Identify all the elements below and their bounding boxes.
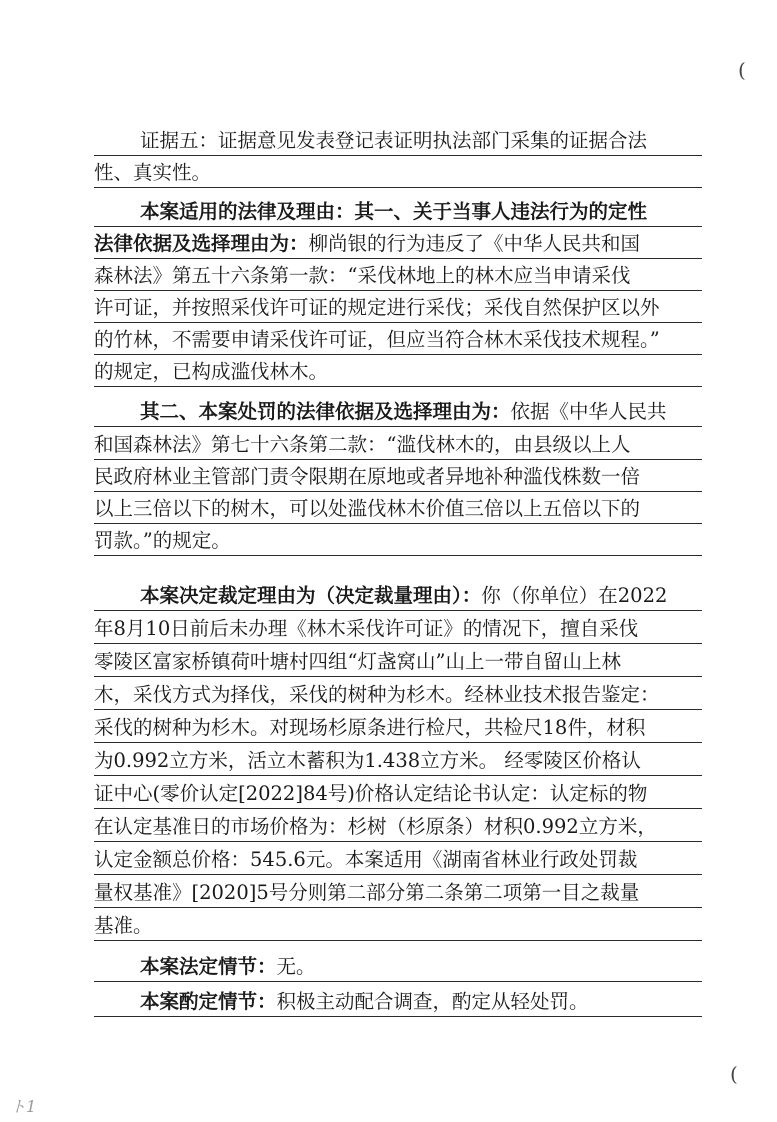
decision-reason-text: 你（你单位）在2022 [481,584,668,607]
decision-reason-line-9 [94,845,702,875]
law-basis-1-heading: 本案适用的法律及理由：其一、关于当事人违法行为的定性 [140,200,648,223]
legal-circumstances-value: 无。 [276,955,316,978]
decision-reason-line-6 [94,746,702,776]
evidence-5-text: 证据五：证据意见发表登记表证明执法部门采集的证据合法 [140,129,648,152]
evidence-5-line-2 [94,158,702,188]
law-basis-1-text: 森林法》第五十六条第一款：“采伐林地上的林木应当申请采伐 [94,264,631,287]
law-basis-1-line-6 [94,357,702,387]
decision-reason-text: 木，采伐方式为择伐，采伐的树种为杉木。经林业技术报告鉴定： [94,683,660,706]
law-basis-1-text: 的竹林，不需要申请采伐许可证，但应当符合林木采伐技术规程。” [94,328,660,351]
law-basis-2-line-1 [94,397,702,427]
discretionary-circumstances-value: 积极主动配合调查，酌定从轻处罚。 [276,990,589,1013]
decision-reason-line-4 [94,680,702,710]
decision-reason-text: 量权基准》[2020]5号分则第二部分第二条第二项第一目之裁量 [94,881,640,904]
decision-reason-heading: 本案决定裁定理由为（决定裁量理由）： [140,584,482,607]
law-basis-2-line-3 [94,462,702,492]
law-basis-1-line-3 [94,261,702,291]
decision-reason-text: 证中心(零价认定[2022]84号)价格认定结论书认定：认定标的物 [94,782,648,805]
law-basis-2-text: 依据《中华人民共 [510,400,667,423]
decision-reason-text: 采伐的树种为杉木。对现场杉原条进行检尺，共检尺18件，材积 [94,716,646,739]
law-basis-1-line-2 [94,229,702,259]
decision-reason-line-11 [94,911,702,941]
law-basis-1-text: 许可证，并按照采伐许可证的规定进行采伐；采伐自然保护区以外 [94,296,660,319]
law-basis-1-line-5 [94,325,702,355]
law-basis-1-text: 柳尚银的行为违反了《中华人民共和国 [308,232,641,255]
law-basis-2-text: 和国森林法》第七十六条第二款：“滥伐林木的，由县级以上人 [94,433,631,456]
law-basis-2-line-5 [94,526,702,556]
law-basis-2-text: 罚款。”的规定。 [94,529,231,552]
decision-reason-line-3 [94,647,702,677]
decision-reason-line-1 [94,581,702,611]
decision-reason-text: 在认定基准日的市场价格为：杉树（杉原条）材积0.992立方米， [94,815,657,838]
legal-circumstances-line [94,952,702,982]
decision-reason-text: 基准。 [94,914,153,937]
decision-reason-text: 认定金额总价格：545.6元。本案适用《湖南省林业行政处罚裁 [94,848,638,871]
law-basis-1-line-1 [94,197,702,227]
legal-circumstances-label: 本案法定情节： [140,955,277,978]
evidence-5-text-cont: 性、真实性。 [94,161,212,184]
discretionary-circumstances-label: 本案酌定情节： [140,990,277,1013]
evidence-5-line-1 [94,126,702,156]
law-basis-2-text: 以上三倍以下的树木，可以处滥伐林木价值三倍以上五倍以下的 [94,497,641,520]
law-basis-2-line-4 [94,494,702,524]
law-basis-2-line-2 [94,430,702,460]
law-basis-1-text: 的规定，已构成滥伐林木。 [94,360,329,383]
margin-mark-top: ( [738,58,746,82]
law-basis-2-heading: 其二、本案处罚的法律依据及选择理由为： [140,400,511,423]
law-basis-1-heading-cont: 法律依据及选择理由为： [94,232,309,255]
decision-reason-line-8 [94,812,702,842]
discretionary-circumstances-line [94,987,702,1017]
decision-reason-text: 年8月10日前后未办理《林木采伐许可证》的情况下，擅自采伐 [94,617,639,640]
law-basis-2-text: 民政府林业主管部门责令限期在原地或者异地补种滥伐株数一倍 [94,465,641,488]
decision-reason-line-7 [94,779,702,809]
decision-reason-text: 零陵区富家桥镇荷叶塘村四组“灯盏窝山”山上一带自留山上林 [94,650,621,673]
decision-reason-text: 为0.992立方米，活立木蓄积为1.438立方米。 经零陵区价格认 [94,749,641,772]
decision-reason-line-2 [94,614,702,644]
corner-pencil-mark: ト1 [10,1097,37,1116]
law-basis-1-line-4 [94,293,702,323]
decision-reason-line-10 [94,878,702,908]
decision-reason-line-5 [94,713,702,743]
margin-mark-bottom: ( [730,1062,738,1086]
